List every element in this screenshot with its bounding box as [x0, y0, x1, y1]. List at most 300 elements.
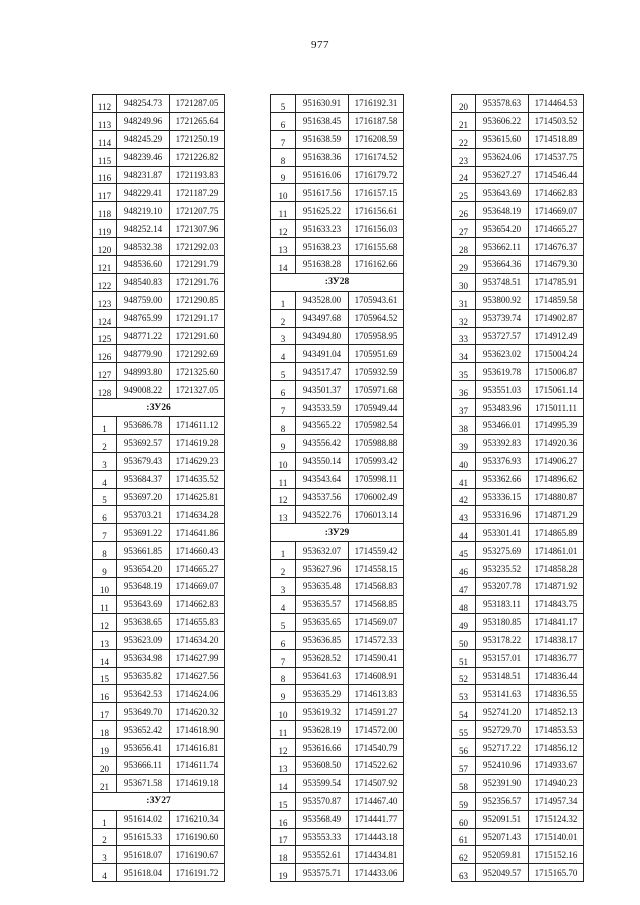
x-coordinate: 953686.78	[117, 417, 170, 435]
table-row	[452, 631, 584, 649]
y-coordinate: 1721291.17	[170, 309, 225, 327]
y-coordinate: 1721291.79	[170, 256, 225, 274]
y-coordinate: 1716192.31	[349, 95, 404, 113]
point-number: 10	[271, 703, 296, 721]
point-number: 3	[93, 846, 117, 864]
point-number: 58	[452, 774, 476, 792]
x-coordinate: 953180.85	[476, 613, 529, 631]
x-coordinate: 953207.78	[476, 578, 529, 596]
coordinates-table-2	[270, 94, 404, 882]
y-coordinate: 1714616.81	[170, 739, 225, 757]
x-coordinate: 953392.83	[476, 434, 529, 452]
y-coordinate: 1716174.52	[349, 148, 404, 166]
y-coordinate: 1716190.67	[170, 846, 225, 864]
point-number: 48	[452, 595, 476, 613]
table-row	[271, 756, 404, 774]
y-coordinate: 1714906.27	[529, 452, 584, 470]
table-row	[452, 756, 584, 774]
x-coordinate: 953616.66	[296, 739, 349, 757]
table-row	[452, 112, 584, 130]
y-coordinate: 1705964.52	[349, 309, 404, 327]
x-coordinate: 953619.78	[476, 363, 529, 381]
x-coordinate: 943522.76	[296, 506, 349, 524]
y-coordinate: 1705958.95	[349, 327, 404, 345]
y-coordinate: 1714852.13	[529, 703, 584, 721]
table-row	[452, 828, 584, 846]
x-coordinate: 953376.93	[476, 452, 529, 470]
x-coordinate: 953671.58	[117, 774, 170, 792]
y-coordinate: 1716162.66	[349, 256, 404, 274]
table-row	[452, 542, 584, 560]
point-number: 2	[93, 828, 117, 846]
point-number: 14	[93, 649, 117, 667]
x-coordinate: 948245.29	[117, 130, 170, 148]
table-row	[452, 578, 584, 596]
table-row	[271, 434, 404, 452]
section-title: :ЗУ29	[271, 524, 404, 542]
point-number: 18	[271, 846, 296, 864]
y-coordinate: 1716208.59	[349, 130, 404, 148]
table-row	[271, 792, 404, 810]
y-coordinate: 1714568.85	[349, 595, 404, 613]
table-row	[271, 667, 404, 685]
y-coordinate: 1714856.12	[529, 739, 584, 757]
table-row	[271, 399, 404, 417]
point-number: 4	[271, 595, 296, 613]
section-title: :ЗУ26	[93, 399, 225, 417]
table-row	[93, 613, 225, 631]
x-coordinate: 953235.52	[476, 560, 529, 578]
y-coordinate: 1714665.27	[170, 560, 225, 578]
point-number: 5	[93, 488, 117, 506]
table-row	[271, 202, 404, 220]
table-row	[93, 434, 225, 452]
table-row	[93, 631, 225, 649]
x-coordinate: 952741.20	[476, 703, 529, 721]
point-number: 60	[452, 810, 476, 828]
x-coordinate: 951615.33	[117, 828, 170, 846]
y-coordinate: 1714853.53	[529, 721, 584, 739]
y-coordinate: 1714464.53	[529, 95, 584, 113]
x-coordinate: 953623.02	[476, 345, 529, 363]
table-row	[452, 864, 584, 882]
x-coordinate: 953148.51	[476, 667, 529, 685]
point-number: 122	[93, 273, 117, 291]
table-row	[452, 363, 584, 381]
y-coordinate: 1716191.72	[170, 864, 225, 882]
point-number: 56	[452, 739, 476, 757]
table-row	[93, 560, 225, 578]
table-row	[93, 721, 225, 739]
y-coordinate: 1715152.16	[529, 846, 584, 864]
y-coordinate: 1705971.68	[349, 381, 404, 399]
y-coordinate: 1714590.41	[349, 649, 404, 667]
x-coordinate: 953679.43	[117, 452, 170, 470]
table-row	[452, 130, 584, 148]
table-row	[452, 309, 584, 327]
point-number: 55	[452, 721, 476, 739]
x-coordinate: 953635.57	[296, 595, 349, 613]
table-row	[93, 739, 225, 757]
table-row	[452, 417, 584, 435]
point-number: 21	[452, 112, 476, 130]
point-number: 23	[452, 148, 476, 166]
x-coordinate: 948219.10	[117, 202, 170, 220]
table-row	[93, 345, 225, 363]
x-coordinate: 953666.11	[117, 756, 170, 774]
point-number: 4	[93, 470, 117, 488]
table-row	[93, 256, 225, 274]
y-coordinate: 1721291.76	[170, 273, 225, 291]
table-row	[271, 470, 404, 488]
table-row	[271, 542, 404, 560]
point-number: 16	[271, 810, 296, 828]
point-number: 52	[452, 667, 476, 685]
x-coordinate: 953608.50	[296, 756, 349, 774]
section-title: :ЗУ28	[271, 273, 404, 291]
x-coordinate: 948239.46	[117, 148, 170, 166]
table-row	[452, 792, 584, 810]
x-coordinate: 948765.99	[117, 309, 170, 327]
point-number: 39	[452, 434, 476, 452]
x-coordinate: 953178.22	[476, 631, 529, 649]
table-row	[93, 220, 225, 238]
point-number: 3	[271, 578, 296, 596]
point-number: 123	[93, 291, 117, 309]
point-number: 1	[93, 810, 117, 828]
x-coordinate: 953654.20	[117, 560, 170, 578]
point-number: 10	[271, 452, 296, 470]
x-coordinate: 943543.64	[296, 470, 349, 488]
point-number: 42	[452, 488, 476, 506]
point-number: 28	[452, 238, 476, 256]
y-coordinate: 1721307.96	[170, 220, 225, 238]
y-coordinate: 1716156.61	[349, 202, 404, 220]
x-coordinate: 948532.38	[117, 238, 170, 256]
point-number: 8	[271, 667, 296, 685]
table-row	[452, 220, 584, 238]
x-coordinate: 943494.80	[296, 327, 349, 345]
y-coordinate: 1714611.74	[170, 756, 225, 774]
y-coordinate: 1714669.07	[529, 202, 584, 220]
point-number: 4	[271, 345, 296, 363]
point-number: 21	[93, 774, 117, 792]
y-coordinate: 1714558.15	[349, 560, 404, 578]
table-row	[93, 381, 225, 399]
point-number: 127	[93, 363, 117, 381]
y-coordinate: 1721292.69	[170, 345, 225, 363]
x-coordinate: 948252.14	[117, 220, 170, 238]
x-coordinate: 953654.20	[476, 220, 529, 238]
x-coordinate: 953599.54	[296, 774, 349, 792]
x-coordinate: 953623.09	[117, 631, 170, 649]
y-coordinate: 1714912.49	[529, 327, 584, 345]
point-number: 1	[271, 542, 296, 560]
x-coordinate: 949008.22	[117, 381, 170, 399]
table-row	[452, 506, 584, 524]
point-number: 46	[452, 560, 476, 578]
table-row	[271, 130, 404, 148]
y-coordinate: 1721226.82	[170, 148, 225, 166]
section-header-row	[93, 399, 225, 417]
y-coordinate: 1715004.24	[529, 345, 584, 363]
y-coordinate: 1705988.88	[349, 434, 404, 452]
point-number: 119	[93, 220, 117, 238]
y-coordinate: 1715124.32	[529, 810, 584, 828]
point-number: 11	[271, 470, 296, 488]
y-coordinate: 1714467.40	[349, 792, 404, 810]
coordinates-table-1	[92, 94, 225, 882]
table-row	[452, 381, 584, 399]
x-coordinate: 952729.70	[476, 721, 529, 739]
point-number: 33	[452, 327, 476, 345]
x-coordinate: 953275.69	[476, 542, 529, 560]
x-coordinate: 953628.52	[296, 649, 349, 667]
table-row	[93, 578, 225, 596]
y-coordinate: 1716155.68	[349, 238, 404, 256]
table-row	[452, 846, 584, 864]
x-coordinate: 951625.22	[296, 202, 349, 220]
y-coordinate: 1705943.61	[349, 291, 404, 309]
table-row	[93, 649, 225, 667]
table-row	[93, 417, 225, 435]
x-coordinate: 953634.98	[117, 649, 170, 667]
table-row	[452, 721, 584, 739]
point-number: 8	[271, 417, 296, 435]
point-number: 32	[452, 309, 476, 327]
x-coordinate: 952049.57	[476, 864, 529, 882]
point-number: 18	[93, 721, 117, 739]
point-number: 50	[452, 631, 476, 649]
y-coordinate: 1714669.07	[170, 578, 225, 596]
point-number: 17	[93, 703, 117, 721]
x-coordinate: 948771.22	[117, 327, 170, 345]
point-number: 35	[452, 363, 476, 381]
point-number: 7	[271, 130, 296, 148]
point-number: 30	[452, 273, 476, 291]
table-row	[452, 595, 584, 613]
point-number: 38	[452, 417, 476, 435]
point-number: 24	[452, 166, 476, 184]
table-row	[452, 238, 584, 256]
table-row	[93, 667, 225, 685]
point-number: 8	[271, 148, 296, 166]
y-coordinate: 1716190.60	[170, 828, 225, 846]
y-coordinate: 1714540.79	[349, 739, 404, 757]
x-coordinate: 953748.51	[476, 273, 529, 291]
y-coordinate: 1714995.39	[529, 417, 584, 435]
x-coordinate: 953570.87	[296, 792, 349, 810]
point-number: 10	[271, 184, 296, 202]
x-coordinate: 953362.66	[476, 470, 529, 488]
table-row	[271, 846, 404, 864]
x-coordinate: 943501.37	[296, 381, 349, 399]
point-number: 120	[93, 238, 117, 256]
y-coordinate: 1714634.28	[170, 506, 225, 524]
x-coordinate: 948229.41	[117, 184, 170, 202]
table-row	[93, 542, 225, 560]
y-coordinate: 1714620.32	[170, 703, 225, 721]
table-row	[452, 452, 584, 470]
table-row	[93, 166, 225, 184]
point-number: 3	[93, 452, 117, 470]
page-number: 977	[311, 39, 329, 51]
table-row	[452, 166, 584, 184]
x-coordinate: 943533.59	[296, 399, 349, 417]
y-coordinate: 1714568.83	[349, 578, 404, 596]
point-number: 5	[271, 363, 296, 381]
coordinates-table-3	[451, 94, 584, 882]
table-row	[93, 828, 225, 846]
point-number: 53	[452, 685, 476, 703]
point-number: 20	[93, 756, 117, 774]
point-number: 6	[271, 381, 296, 399]
x-coordinate: 948779.90	[117, 345, 170, 363]
y-coordinate: 1714591.27	[349, 703, 404, 721]
x-coordinate: 953553.33	[296, 828, 349, 846]
y-coordinate: 1714865.89	[529, 524, 584, 542]
y-coordinate: 1714434.81	[349, 846, 404, 864]
point-number: 26	[452, 202, 476, 220]
point-number: 59	[452, 792, 476, 810]
y-coordinate: 1714634.20	[170, 631, 225, 649]
y-coordinate: 1714522.62	[349, 756, 404, 774]
x-coordinate: 953648.19	[117, 578, 170, 596]
point-number: 2	[93, 434, 117, 452]
table-row	[93, 95, 225, 113]
y-coordinate: 1716156.03	[349, 220, 404, 238]
y-coordinate: 1714569.07	[349, 613, 404, 631]
point-number: 12	[271, 488, 296, 506]
x-coordinate: 943565.22	[296, 417, 349, 435]
table-row	[452, 649, 584, 667]
table-row	[452, 345, 584, 363]
table-row	[452, 739, 584, 757]
x-coordinate: 953664.36	[476, 256, 529, 274]
table-row	[271, 345, 404, 363]
x-coordinate: 953627.27	[476, 166, 529, 184]
x-coordinate: 948536.60	[117, 256, 170, 274]
point-number: 43	[452, 506, 476, 524]
section-header-row	[271, 524, 404, 542]
x-coordinate: 951630.91	[296, 95, 349, 113]
x-coordinate: 953141.63	[476, 685, 529, 703]
y-coordinate: 1705932.59	[349, 363, 404, 381]
table-row	[271, 613, 404, 631]
x-coordinate: 953800.92	[476, 291, 529, 309]
table-row	[93, 238, 225, 256]
x-coordinate: 953606.22	[476, 112, 529, 130]
y-coordinate: 1705993.42	[349, 452, 404, 470]
x-coordinate: 953551.03	[476, 381, 529, 399]
y-coordinate: 1714785.91	[529, 273, 584, 291]
x-coordinate: 953648.19	[476, 202, 529, 220]
point-number: 128	[93, 381, 117, 399]
x-coordinate: 953649.70	[117, 703, 170, 721]
x-coordinate: 951638.45	[296, 112, 349, 130]
y-coordinate: 1721187.29	[170, 184, 225, 202]
x-coordinate: 952391.90	[476, 774, 529, 792]
point-number: 51	[452, 649, 476, 667]
point-number: 54	[452, 703, 476, 721]
y-coordinate: 1714619.28	[170, 434, 225, 452]
x-coordinate: 951638.59	[296, 130, 349, 148]
y-coordinate: 1715006.87	[529, 363, 584, 381]
x-coordinate: 953316.96	[476, 506, 529, 524]
y-coordinate: 1714559.42	[349, 542, 404, 560]
x-coordinate: 952356.57	[476, 792, 529, 810]
x-coordinate: 953466.01	[476, 417, 529, 435]
y-coordinate: 1714836.55	[529, 685, 584, 703]
x-coordinate: 951633.23	[296, 220, 349, 238]
point-number: 27	[452, 220, 476, 238]
y-coordinate: 1716179.72	[349, 166, 404, 184]
y-coordinate: 1714957.34	[529, 792, 584, 810]
point-number: 2	[271, 309, 296, 327]
y-coordinate: 1714443.18	[349, 828, 404, 846]
point-number: 113	[93, 112, 117, 130]
table-row	[271, 291, 404, 309]
y-coordinate: 1714896.62	[529, 470, 584, 488]
y-coordinate: 1714940.23	[529, 774, 584, 792]
x-coordinate: 951638.36	[296, 148, 349, 166]
table-row	[271, 452, 404, 470]
y-coordinate: 1714546.44	[529, 166, 584, 184]
x-coordinate: 952059.81	[476, 846, 529, 864]
table-row	[452, 291, 584, 309]
y-coordinate: 1705982.54	[349, 417, 404, 435]
y-coordinate: 1721292.03	[170, 238, 225, 256]
table-row	[452, 613, 584, 631]
point-number: 116	[93, 166, 117, 184]
x-coordinate: 953624.06	[476, 148, 529, 166]
point-number: 12	[271, 220, 296, 238]
point-number: 15	[93, 667, 117, 685]
x-coordinate: 953692.57	[117, 434, 170, 452]
x-coordinate: 953635.48	[296, 578, 349, 596]
table-row	[452, 148, 584, 166]
table-row	[271, 488, 404, 506]
x-coordinate: 953336.15	[476, 488, 529, 506]
x-coordinate: 943528.00	[296, 291, 349, 309]
x-coordinate: 951638.28	[296, 256, 349, 274]
table-row	[271, 774, 404, 792]
point-number: 57	[452, 756, 476, 774]
point-number: 11	[271, 721, 296, 739]
point-number: 14	[271, 774, 296, 792]
table-row	[452, 256, 584, 274]
y-coordinate: 1714441.77	[349, 810, 404, 828]
x-coordinate: 952410.96	[476, 756, 529, 774]
x-coordinate: 948231.87	[117, 166, 170, 184]
y-coordinate: 1714503.52	[529, 112, 584, 130]
table-row	[452, 327, 584, 345]
point-number: 37	[452, 399, 476, 417]
table-row	[93, 273, 225, 291]
point-number: 12	[271, 739, 296, 757]
point-number: 124	[93, 309, 117, 327]
point-number: 29	[452, 256, 476, 274]
table-row	[93, 810, 225, 828]
x-coordinate: 953568.49	[296, 810, 349, 828]
table-row	[93, 291, 225, 309]
y-coordinate: 1721327.05	[170, 381, 225, 399]
table-row	[271, 309, 404, 327]
x-coordinate: 951638.23	[296, 238, 349, 256]
y-coordinate: 1705951.69	[349, 345, 404, 363]
y-coordinate: 1714871.29	[529, 506, 584, 524]
table-row	[452, 95, 584, 113]
